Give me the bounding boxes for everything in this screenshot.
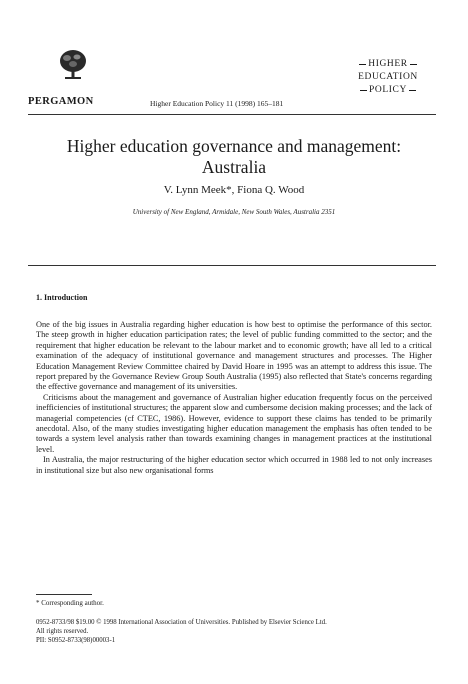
- footnote-rule: [36, 594, 92, 595]
- section-heading: 1. Introduction: [36, 293, 88, 302]
- header-rule: [28, 114, 436, 115]
- publisher-tree-logo-icon: [56, 48, 90, 82]
- body-paragraph: Criticisms about the management and governance of Australian higher education frequently focus on the perceived inefficiencies of institutional structures; the apparent slow and cumbersome decision making processes; and the lack of managerial competencies (cf CTEC, 1986). However, evidence to support these claims has tended to be primarily anecdotal. Also, of the many studies investigating higher education management the emphasis has often tended to be towards a system level analysis rather than towards examining changes in management practices at the institutional level.: [36, 392, 432, 454]
- copyright-line: 0952-8733/98 $19.00 © 1998 International Association of Universities. Published by Elsevier Science Ltd.: [36, 619, 327, 626]
- copyright-line: PII: S0952-8733(98)00003-1: [36, 637, 116, 645]
- publisher-name: PERGAMON: [28, 96, 94, 107]
- article-authors: V. Lynn Meek*, Fiona Q. Wood: [163, 184, 305, 196]
- body-paragraph: In Australia, the major restructuring of the higher education sector which occurred in 1988 led to not only increases in institutional size but also new organisational forms: [36, 455, 432, 475]
- body-text: [36, 320, 432, 476]
- corresponding-author-note: * Corresponding author.: [36, 599, 104, 607]
- body-paragraph: One of the big issues in Australia regarding higher education is how best to optimise the performance of this sector. The steep growth in higher education participation rates; the level of public funding committed to the sector; and the requirement that higher education be relevant to the labour market and to economic growth; have all led to a critical examination of the adequacy of institutional governance and management structures and processes. The Higher Education Management Review Committee chaired by David Hoare in 1995 was an attempt to address this issue. The report prepared by the Governance Review Group South Australia (1995) also reflected that State's concerns regarding the effective governance and management of its universities.: [36, 320, 432, 392]
- abstract-rule: [28, 265, 436, 266]
- article-title: Higher education governance and management: Australia: [66, 136, 402, 177]
- journal-mark-word: HIGHER: [368, 59, 408, 69]
- journal-wordmark: [356, 58, 420, 97]
- copyright-block: [36, 618, 432, 646]
- journal-mark-word: EDUCATION: [358, 72, 418, 82]
- journal-mark-word: POLICY: [369, 85, 407, 95]
- author-affiliation: University of New England, Armidale, New South Wales, Australia 2351: [132, 208, 336, 216]
- journal-citation: Higher Education Policy 11 (1998) 165–181: [150, 99, 284, 108]
- copyright-line: All rights reserved.: [36, 628, 89, 636]
